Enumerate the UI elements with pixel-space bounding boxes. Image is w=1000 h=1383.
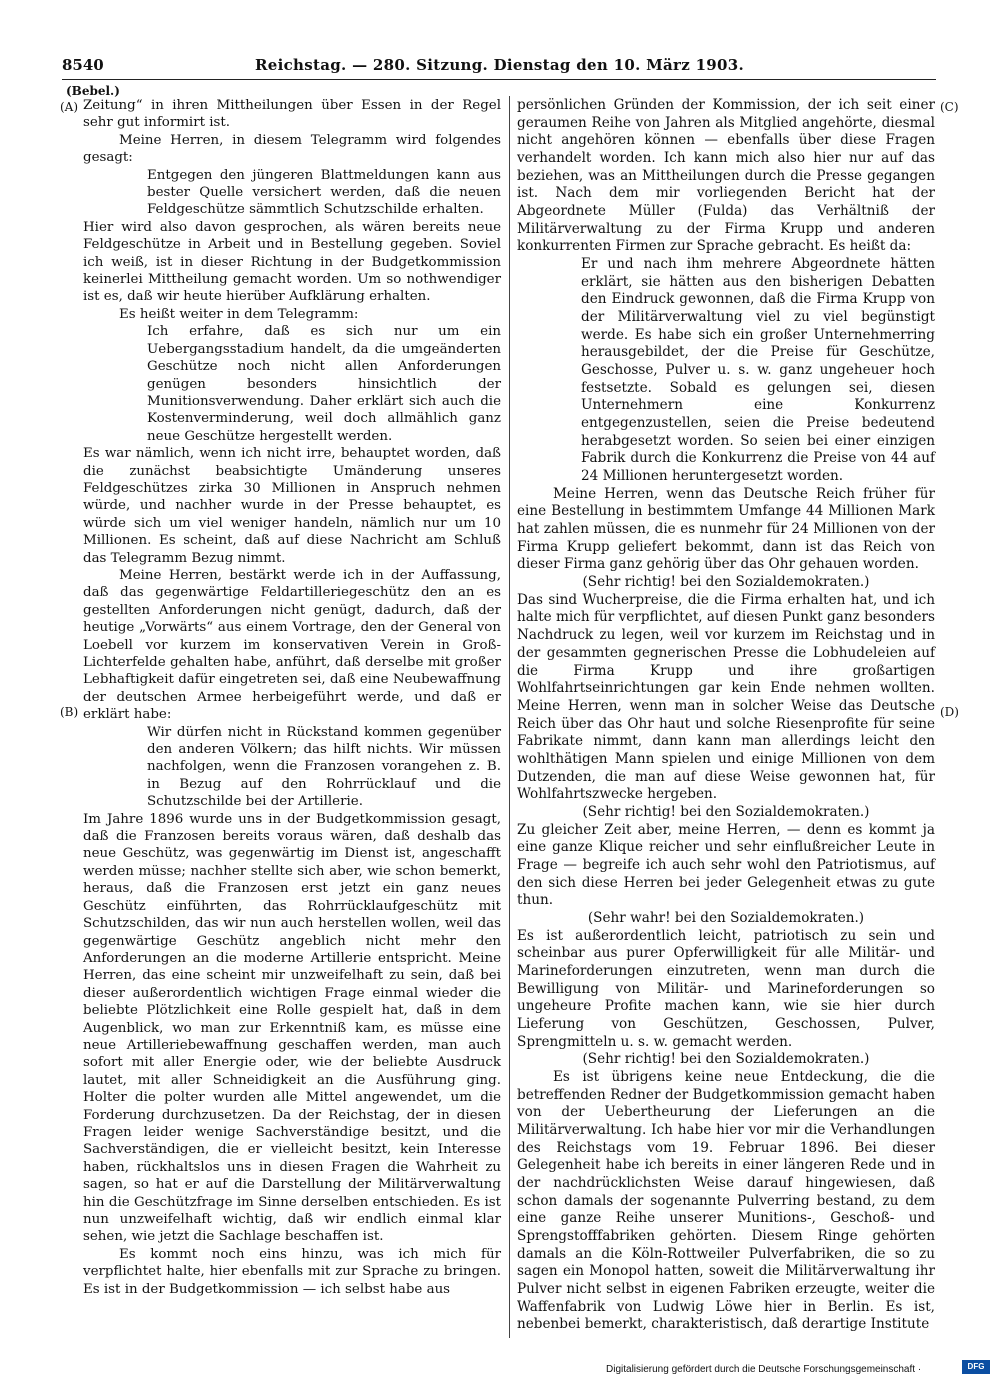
page-number: 8540	[62, 56, 104, 74]
dfg-logo: DFG	[962, 1360, 990, 1374]
paragraph: Es war nämlich, wenn ich nicht irre, behauptet worden, daß die zunächst beabsichtigte Umänderung unseres Feldgeschützes zirka 30 Millionen in Anspruch nehmen würde, und nachher wurde in der Presse behauptet, es würde sich um viel weniger handeln, nämlich nur um 10 Millionen. Es scheint, daß auf diese Nachricht am Schluß das Telegramm Bezug nimmt.	[83, 446, 501, 566]
paragraph: Hier wird also davon gesprochen, als wären bereits neue Feldgeschütze in Arbeit und in Bestellung gegeben. Soviel ich weiß, ist in dieser Richtung in der Budgetkommission keinerlei Mittheilung gemacht worden. Um so nothwendiger ist es, daß wir heute hierüber Aufklärung erhalten.	[83, 219, 501, 305]
header-rule	[62, 79, 936, 80]
column-divider	[509, 96, 510, 1338]
paragraph: Zeitung“ in ihren Mittheilungen über Essen in der Regel sehr gut informirt ist.	[83, 98, 501, 131]
paragraph: Meine Herren, bestärkt werde ich in der Auffassung, daß das gegenwärtige Feldartilleriegeschütz den an es gestellten Anforderungen nicht genügt, dadurch, daß der heutige „Vorwärts“ aus einem Vortrage, den der General von Loebell vor kurzem im konservativen Verein in Groß-Lichterfelde gehalten habe, anführt, daß derselbe mit großer Lebhaftigkeit dafür eingetreten sei, daß eine Neubewaffnung der deutschen Armee herbeigeführt werde, und daß er erklärt habe:	[83, 567, 501, 723]
paragraph: Meine Herren, in diesem Telegramm wird folgendes gesagt:	[83, 132, 501, 166]
paragraph: persönlichen Gründen der Kommission, der ich seit einer geraumen Reihe von Jahren als Mitglied angehörte, diesmal nicht angehören können — ebenfalls über diese Fragen verhandelt worden. Ich kann mich also hier nur auf das beziehen, was an Mittheilungen durch die Presse gegangen ist. Nach dem mir vorliegenden Bericht hat der Abgeordnete Müller (Fulda) das Verhältniß der Militärverwaltung zu der Firma Krupp und anderen konkurrenten Firmen zur Sprache gebracht. Es heißt da:	[517, 97, 935, 255]
interjection: (Sehr richtig! bei den Sozialdemokraten.)	[582, 803, 870, 820]
paragraph: Im Jahre 1896 wurde uns in der Budgetkommission gesagt, daß die Franzosen bereits voraus wären, daß deshalb das neue Geschütz, was gegenwärtig im Dienst ist, angeschafft werden müsse; nachher stellte sich aber, wie schon bemerkt, heraus, daß die Franzosen erst jetzt ein ganz neues Geschütz einführten, das Rohrrücklaufgeschütz mit Schutzschilden, das wir nun auch herstellen wollen, weil das gegenwärtige Geschütz angeblich nicht mehr den Anforderungen an die moderne Artillerie entspricht. Meine Herren, das eine scheint mir unzweifelhaft zu sein, daß bei dieser außerordentlich wichtigen Frage einmal wieder die beliebte Plötzlichkeit eine Rolle gespielt hat, daß in dem Augenblick, wo man zur Erkenntniß kam, es müsse eine neue Artilleriebewaffnung geschaffen werden, man auch sofort mit aller Energie oder, wie der beliebte Ausdruck lautet, mit aller Schneidigkeit an die Ausführung ging. Holter die polter wurden alle Mittel angewendet, um die Forderung durchzusetzen. Da der Reichstag, der in diesen Fragen leider wenige Sachverständige besitzt, und die Sachverständigen, die er vielleicht besitzt, kein Interesse haben, rückhaltslos uns in diesen Fragen die Wahrheit zu sagen, so hat er auf die Darstellung der Militärverwaltung hin die Geschützfrage im Sinne derselben entschieden. Es ist nun unzweifelhaft wichtig, daß wir endlich einmal klar sehen, wie jetzt die Sachlage beschaffen ist.	[83, 811, 501, 1245]
paragraph: Zu gleicher Zeit aber, meine Herren, — denn es kommt ja eine ganze Klique reicher und sehr einflußreicher Leute in Frage — begreife ich auch sehr wohl den Patriotismus, auf den sich diese Herren bei jeder Gelegenheit etwas zu gute thun.	[517, 821, 935, 909]
quoted-paragraph: Er und nach ihm mehrere Abgeordnete hätten erklärt, sie hätten aus den bisherigen Debatten den Eindruck gewonnen, daß die Firma Krupp von der Militärverwaltung viel zu viel begünstigt werde. Es habe sich ein großer Unternehmerring herausgebildet, der die Preise für Geschütze, Geschosse, Pulver u. s. w. ganz ungeheuer hoch festsetzte. Sobald es gelungen sei, diesen Unternehmern eine Konkurrenz entgegenzustellen, seien die Preise bedeutend herabgesetzt worden. So seien bei einer einzigen Fabrik durch die Konkurrenz die Preise von 44 auf 24 Millionen heruntergesetzt worden.	[581, 256, 935, 485]
interjection: (Sehr richtig! bei den Sozialdemokraten.)	[582, 574, 870, 591]
paragraph: Es ist außerordentlich leicht, patriotisch zu sein und scheinbar aus purer Opferwilligkeit für alle Militär- und Marineforderungen einzutreten, wenn man durch die Bewilligung von Militär- und Marineforderungen so ungeheure Profite machen kann, wie sie hier durch Lieferung von Geschützen, Geschossen, Pulver, Sprengmitteln u. s. w. gemacht werden.	[517, 927, 935, 1050]
margin-marker-d: (D)	[940, 705, 959, 719]
quoted-paragraph: Ich erfahre, daß es sich nur um ein Uebergangsstadium handelt, da die umgeänderten Geschütze noch nicht allen Anforderungen genügen besonders hinsichtlich der Munitionsverwendung. Daher erklärt sich auch die Kostenverminderung, weil doch allmählich ganz neue Geschütze hergestellt werden.	[147, 324, 501, 444]
running-title: Reichstag. — 280. Sitzung. Dienstag den 10. März 1903.	[255, 56, 745, 74]
page-header	[0, 0, 1000, 80]
paragraph: Es heißt weiter in dem Telegramm:	[119, 306, 359, 322]
paragraph: Das sind Wucherpreise, die die Firma erhalten hat, und ich halte mich für verpflichtet, auf diesen Punkt ganz besonders Nachdruck zu legen, weil vor kurzem im Reichstag und in der gesammten gegnerischen Presse die Lobhudeleien auf die Firma Krupp und ihre großartigen Wohlfahrtseinrichtungen gar kein Ende nehmen wollten. Meine Herren, wenn man in solcher Weise das Deutsche Reich über das Ohr haut und solche Riesenprofite für seine Fabrikate nimmt, dann kann man allerdings leicht den wohlthätigen Mann spielen und einige Millionen von dem Dutzenden, die man auf diese Weise gewonnen hat, für Wohlfahrtszwecke hergeben.	[517, 591, 935, 803]
interjection: (Sehr richtig! bei den Sozialdemokraten.)	[582, 1051, 870, 1068]
margin-marker-b: (B)	[60, 705, 79, 719]
quoted-paragraph: Entgegen den jüngeren Blattmeldungen kann aus bester Quelle versichert werden, daß die neuen Feldgeschütze sämmtlich Schutzschilde erhalten.	[147, 167, 501, 218]
paragraph: Es ist übrigens keine neue Entdeckung, die die betreffenden Redner der Budgetkommission gemacht haben von der Uebertheurung der Lieferungen an die Militärverwaltung. Ich habe hier vor mir die Verhandlungen des Reichstags vom 19. Februar 1896. Bei dieser Gelegenheit habe ich bereits in einer längeren Rede und in der nachdrücklichsten Weise darauf hingewiesen, daß schon damals der sogenannte Pulverring bestand, zu dem eine ganze Reihe unserer Munitions-, Geschoß- und Sprengstofffabriken gehörten. Diesem Ringe gehörten damals an die Köln-Rottweiler Pulverfabriken, die so zu sagen ein Monopol hatten, soweit die Militärverwaltung ihr Pulver nicht selbst in eigenen Fabriken erzeugte, weiter die Waffenfabrik von Ludwig Löwe hier in Berlin. Es ist, nebenbei bemerkt, charakteristisch, daß derartige Institute	[517, 1068, 935, 1333]
margin-marker-a: (A)	[60, 100, 79, 114]
left-column	[83, 97, 501, 1298]
margin-marker-c: (C)	[940, 100, 959, 114]
digitization-credit: Digitalisierung gefördert durch die Deutsche Forschungsgemeinschaft ·	[606, 1364, 922, 1375]
quoted-paragraph: Wir dürfen nicht in Rückstand kommen gegenüber den anderen Völkern; das hilft nichts. Wir müssen nachfolgen, wenn die Franzosen vorangehen z. B. in Bezug auf den Rohrrücklauf und die Schutzschilde bei der Artillerie.	[147, 724, 501, 810]
paragraph: Es kommt noch eins hinzu, was ich mich für verpflichtet halte, hier ebenfalls mit zur Sprache zu bringen. Es ist in der Budgetkommission — ich selbst habe aus	[83, 1246, 501, 1297]
interjection: (Sehr wahr! bei den Sozialdemokraten.)	[587, 909, 865, 926]
right-column	[517, 97, 935, 1334]
speaker-label: (Bebel.)	[66, 84, 120, 98]
paragraph: Meine Herren, wenn das Deutsche Reich früher für eine Bestellung in bestimmtem Umfange 44 Millionen Mark hat zahlen müssen, die es nunmehr für 24 Millionen von der Firma Krupp geliefert bekommt, dann ist das Reich von dieser Firma ganz gehörig über das Ohr gehauen worden.	[517, 485, 935, 573]
